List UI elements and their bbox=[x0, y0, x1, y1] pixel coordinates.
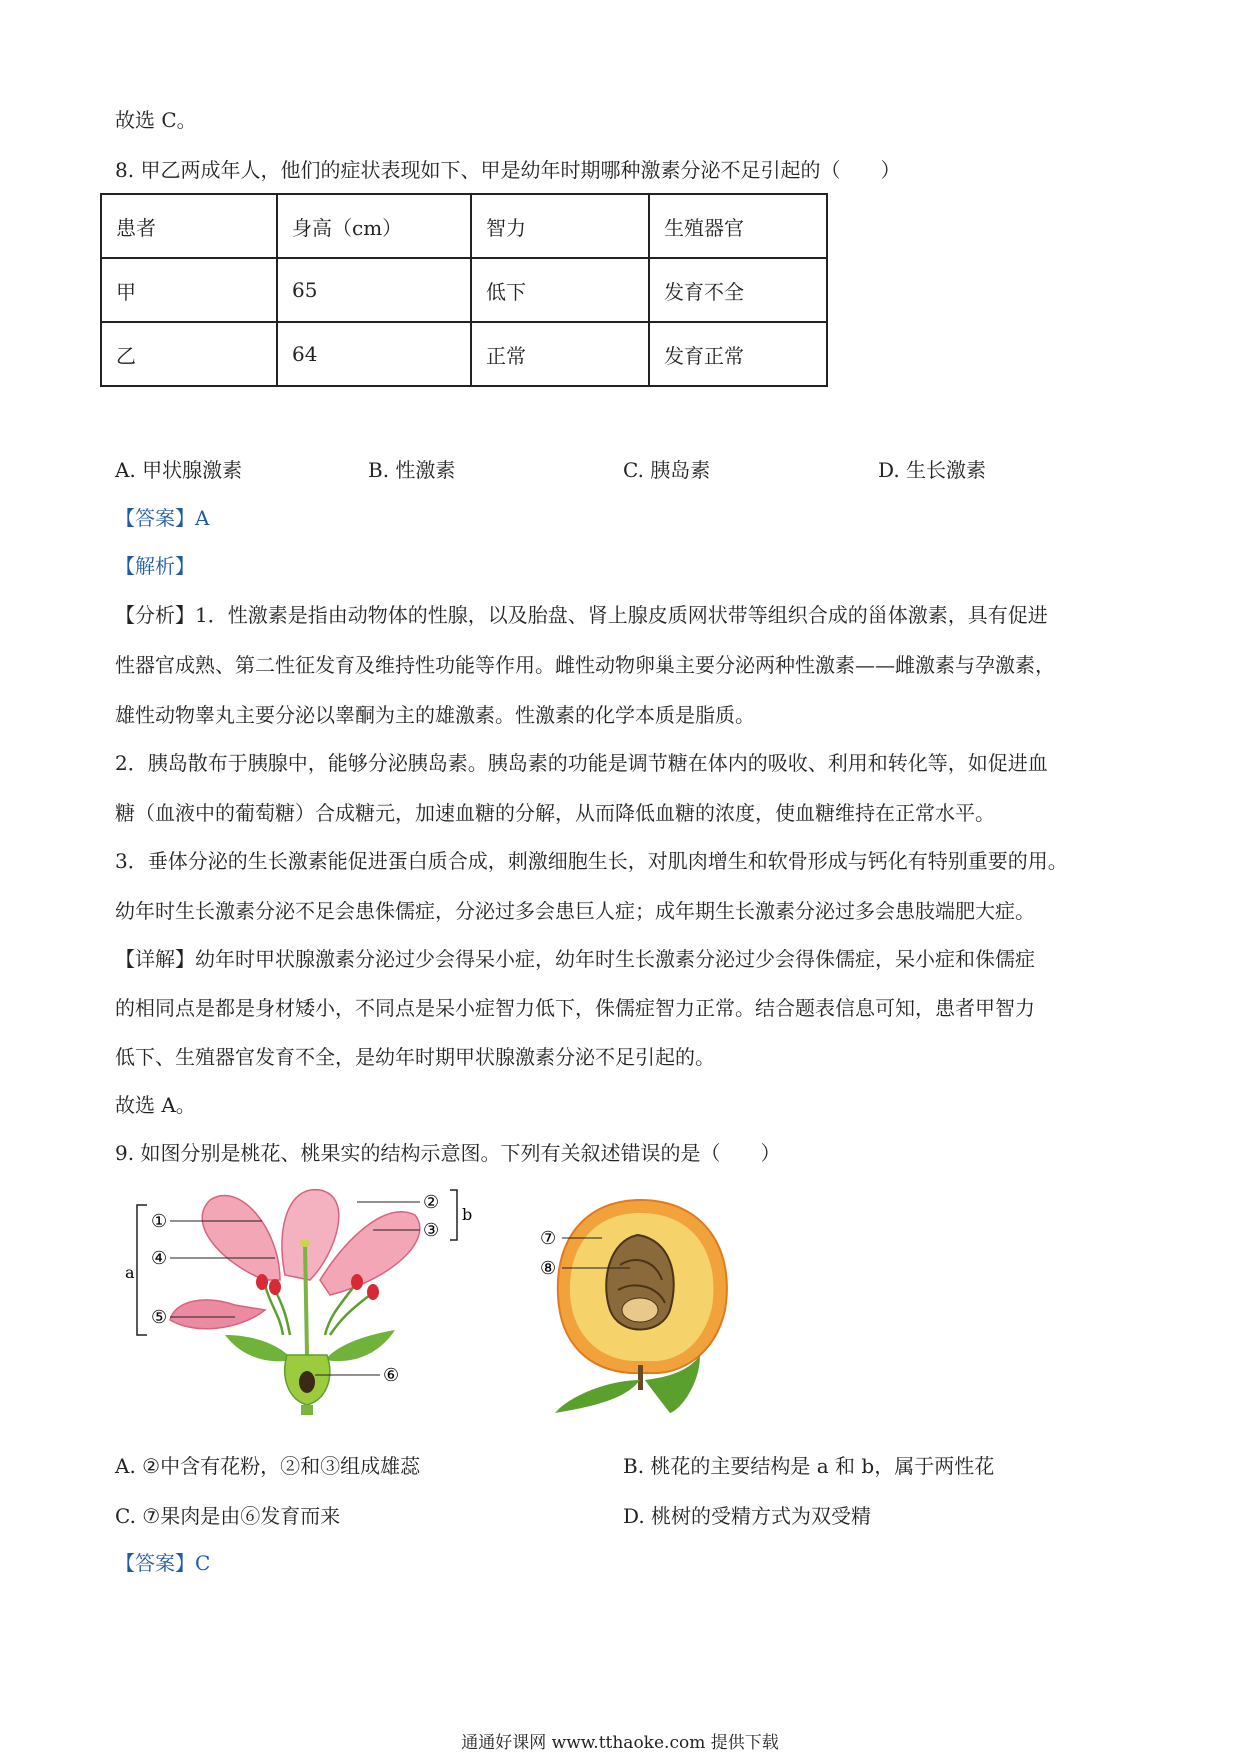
label-5: ⑤ bbox=[151, 1307, 168, 1328]
seed bbox=[622, 1298, 658, 1322]
analysis-line: 幼年时生长激素分泌不足会患侏儒症，分泌过多会患巨人症；成年期生长激素分泌过多会患肢端肥大症。 bbox=[115, 899, 1035, 923]
question-8-stem: 8. 甲乙两成年人，他们的症状表现如下、甲是幼年时期哪种激素分泌不足引起的（ ） bbox=[115, 158, 901, 182]
q9-option-a: A. ②中含有花粉，②和③组成雄蕊 bbox=[115, 1454, 421, 1478]
table-header-cell: 患者 bbox=[101, 194, 277, 258]
table-cell: 乙 bbox=[101, 322, 277, 386]
q8-answer: 【答案】A bbox=[115, 506, 210, 530]
analysis-line: 3．垂体分泌的生长激素能促进蛋白质合成，刺激细胞生长，对肌肉增生和软骨形成与钙化有特别重要的用。 bbox=[115, 849, 1068, 873]
table-header-cell: 身高（cm） bbox=[277, 194, 471, 258]
analysis-line: 雄性动物睾丸主要分泌以睾酮为主的雄激素。性激素的化学本质是脂质。 bbox=[115, 703, 755, 727]
label-7: ⑦ bbox=[540, 1228, 557, 1249]
petal bbox=[170, 1300, 265, 1329]
q9-answer: 【答案】C bbox=[115, 1551, 211, 1575]
table-cell: 低下 bbox=[471, 258, 649, 322]
analysis-line: 性器官成熟、第二性征发育及维持性功能等作用。雌性动物卵巢主要分泌两种性激素——雌激素与孕激素， bbox=[115, 653, 1055, 677]
analysis-line: 2．胰岛散布于胰腺中，能够分泌胰岛素。胰岛素的功能是调节糖在体内的吸收、利用和转化等，如促进血 bbox=[115, 751, 1048, 775]
label-b: b bbox=[462, 1205, 473, 1224]
peach-fruit-diagram bbox=[540, 1195, 740, 1415]
q8-option-a: A. 甲状腺激素 bbox=[115, 458, 243, 482]
label-4: ④ bbox=[151, 1248, 168, 1269]
stigma bbox=[300, 1239, 310, 1247]
analysis-line: 糖（血液中的葡萄糖）合成糖元，加速血糖的分解，从而降低血糖的浓度，使血糖维持在正常水平。 bbox=[115, 801, 995, 825]
anther bbox=[367, 1284, 379, 1300]
filament bbox=[330, 1295, 370, 1335]
detail-line: 【详解】幼年时甲状腺激素分泌过少会得呆小症，幼年时生长激素分泌过少会得侏儒症，呆小症和侏儒症 bbox=[115, 947, 1035, 971]
symptom-table bbox=[100, 193, 828, 387]
style bbox=[305, 1245, 307, 1355]
table-cell: 64 bbox=[277, 322, 471, 386]
anther bbox=[256, 1274, 268, 1290]
q8-option-b: B. 性激素 bbox=[368, 458, 456, 482]
table-row bbox=[101, 322, 827, 386]
detail-line: 低下、生殖器官发育不全，是幼年时期甲状腺激素分泌不足引起的。 bbox=[115, 1045, 715, 1069]
table-cell: 65 bbox=[277, 258, 471, 322]
question-9-stem: 9. 如图分别是桃花、桃果实的结构示意图。下列有关叙述错误的是（ ） bbox=[115, 1141, 781, 1165]
peach-flower-diagram bbox=[115, 1185, 535, 1415]
label-2: ② bbox=[423, 1192, 440, 1213]
petal bbox=[202, 1195, 280, 1280]
q8-analysis-heading: 【解析】 bbox=[115, 554, 195, 578]
sepal bbox=[225, 1335, 293, 1361]
leaf bbox=[555, 1380, 640, 1413]
table-cell: 发育正常 bbox=[649, 322, 827, 386]
label-1: ① bbox=[151, 1211, 168, 1232]
table-cell: 正常 bbox=[471, 322, 649, 386]
table-row bbox=[101, 258, 827, 322]
ovule bbox=[299, 1371, 315, 1393]
analysis-line: 【分析】1．性激素是指由动物体的性腺，以及胎盘、肾上腺皮质网状带等组织合成的甾体激素，具有促进 bbox=[115, 603, 1048, 627]
table-header-row bbox=[101, 194, 827, 258]
label-8: ⑧ bbox=[540, 1258, 557, 1279]
bracket-b bbox=[450, 1190, 457, 1240]
table-cell: 发育不全 bbox=[649, 258, 827, 322]
table-header-cell: 智力 bbox=[471, 194, 649, 258]
anther bbox=[351, 1274, 363, 1290]
page-footer: 通通好课网 www.tthaoke.com 提供下载 bbox=[461, 1733, 779, 1753]
table-header-cell: 生殖器官 bbox=[649, 194, 827, 258]
prev-choice-text: 故选 C。 bbox=[115, 108, 197, 132]
table-cell: 甲 bbox=[101, 258, 277, 322]
fruit-stalk bbox=[638, 1365, 643, 1390]
sepal bbox=[325, 1330, 395, 1361]
label-3: ③ bbox=[423, 1220, 440, 1241]
q9-option-c: C. ⑦果肉是由⑥发育而来 bbox=[115, 1504, 341, 1528]
detail-line: 的相同点是都是身材矮小，不同点是呆小症智力低下，侏儒症智力正常。结合题表信息可知，患者甲智力 bbox=[115, 996, 1035, 1020]
label-6: ⑥ bbox=[383, 1365, 400, 1386]
q8-choice-text: 故选 A。 bbox=[115, 1093, 196, 1117]
q9-option-d: D. 桃树的受精方式为双受精 bbox=[623, 1504, 872, 1528]
q8-option-c: C. 胰岛素 bbox=[623, 458, 711, 482]
q9-option-b: B. 桃花的主要结构是 a 和 b，属于两性花 bbox=[623, 1454, 995, 1478]
q8-option-d: D. 生长激素 bbox=[878, 458, 987, 482]
stem bbox=[301, 1405, 313, 1415]
anther bbox=[269, 1279, 281, 1295]
label-a: a bbox=[125, 1263, 135, 1282]
bracket-a bbox=[137, 1205, 147, 1335]
